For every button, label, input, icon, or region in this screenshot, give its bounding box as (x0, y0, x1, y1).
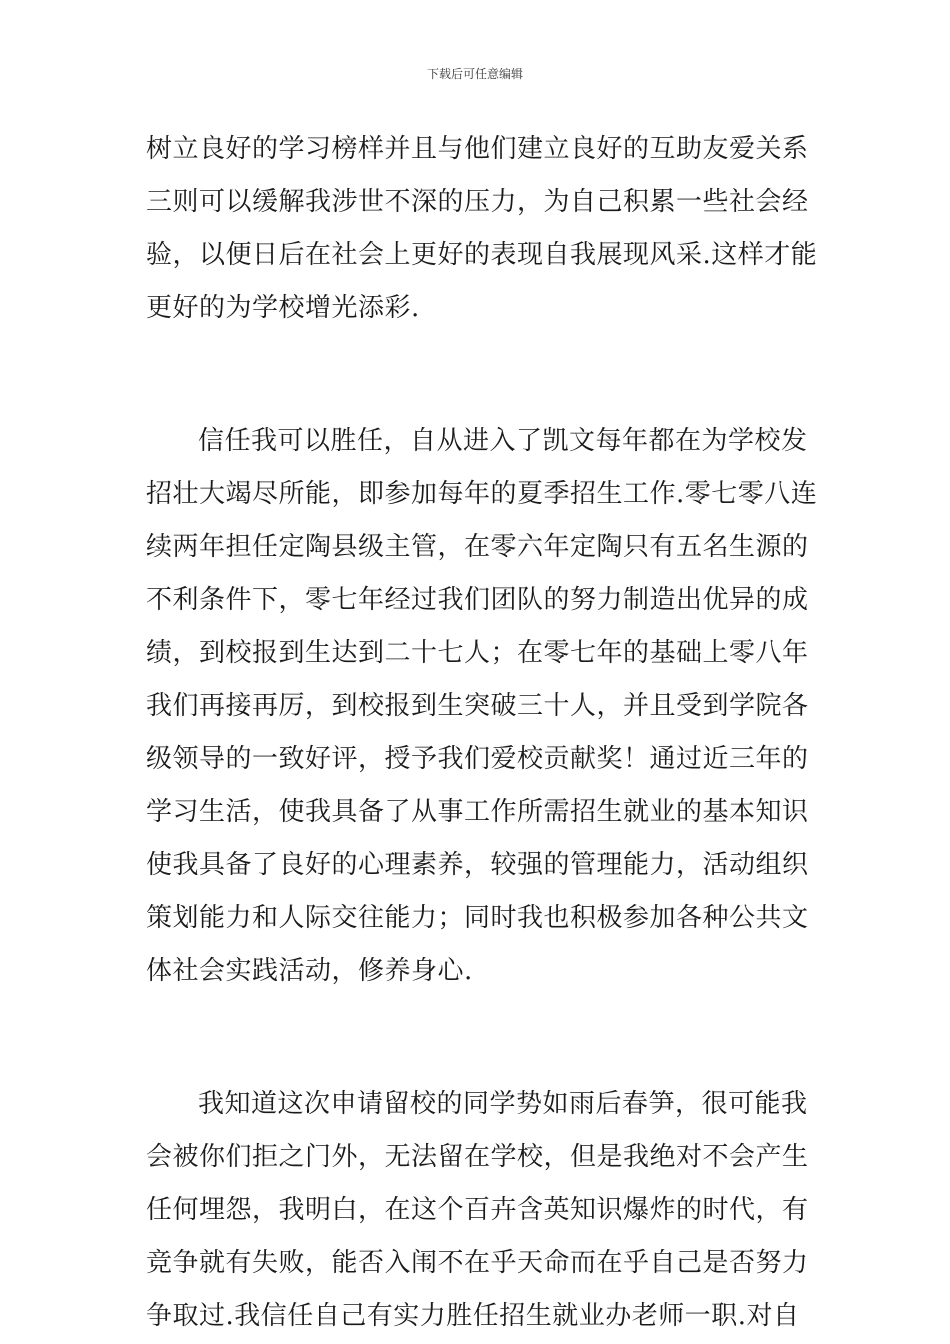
page-header: 下载后可任意编辑 (426, 67, 523, 81)
text-line: 竞争就有失败，能否入闱不在乎天命而在乎自己是否努力 (146, 1248, 809, 1278)
body-text (146, 123, 816, 1343)
text-line: 学习生活，使我具备了从事工作所需招生就业的基本知识 (146, 797, 809, 827)
paragraph-2 (146, 415, 816, 998)
text-line: 绩，到校报到生达到二十七人；在零七年的基础上零八年 (146, 638, 809, 668)
text-line: 续两年担任定陶县级主管，在零六年定陶只有五名生源的 (146, 532, 809, 562)
text-line: 体社会实践活动，修养身心. (146, 956, 473, 986)
text-line: 更好的为学校增光添彩. (146, 293, 420, 323)
text-line: 任何埋怨，我明白，在这个百卉含英知识爆炸的时代，有 (146, 1195, 809, 1225)
text-line: 会被你们拒之门外，无法留在学校，但是我绝对不会产生 (146, 1142, 809, 1172)
text-line: 验，以便日后在社会上更好的表现自我展现风采.这样才能 (146, 240, 818, 270)
text-line: 树立良好的学习榜样并且与他们建立良好的互助友爱关系 (146, 134, 809, 164)
text-line: 策划能力和人际交往能力；同时我也积极参加各种公共文 (146, 903, 809, 933)
text-line: 不利条件下，零七年经过我们团队的努力制造出优异的成 (146, 585, 809, 615)
text-line: 我知道这次申请留校的同学势如雨后春笋，很可能我 (198, 1089, 808, 1119)
paragraph-3 (146, 1078, 816, 1343)
paragraph-1 (146, 123, 816, 335)
text-line: 使我具备了良好的心理素养，较强的管理能力，活动组织 (146, 850, 809, 880)
text-line: 我们再接再厉，到校报到生突破三十人，并且受到学院各 (146, 691, 809, 721)
text-line: 信任我可以胜任，自从进入了凯文每年都在为学校发 (198, 426, 808, 456)
text-line: 三则可以缓解我涉世不深的压力，为自己积累一些社会经 (146, 187, 809, 217)
paragraph-gap (146, 335, 816, 415)
paragraph-gap (146, 998, 816, 1078)
text-line: 招壮大竭尽所能，即参加每年的夏季招生工作.零七零八连 (146, 479, 818, 509)
text-line: 级领导的一致好评，授予我们爱校贡献奖！通过近三年的 (146, 744, 809, 774)
text-line: 争取过.我信任自己有实力胜任招生就业办老师一职.对自 (146, 1301, 800, 1331)
